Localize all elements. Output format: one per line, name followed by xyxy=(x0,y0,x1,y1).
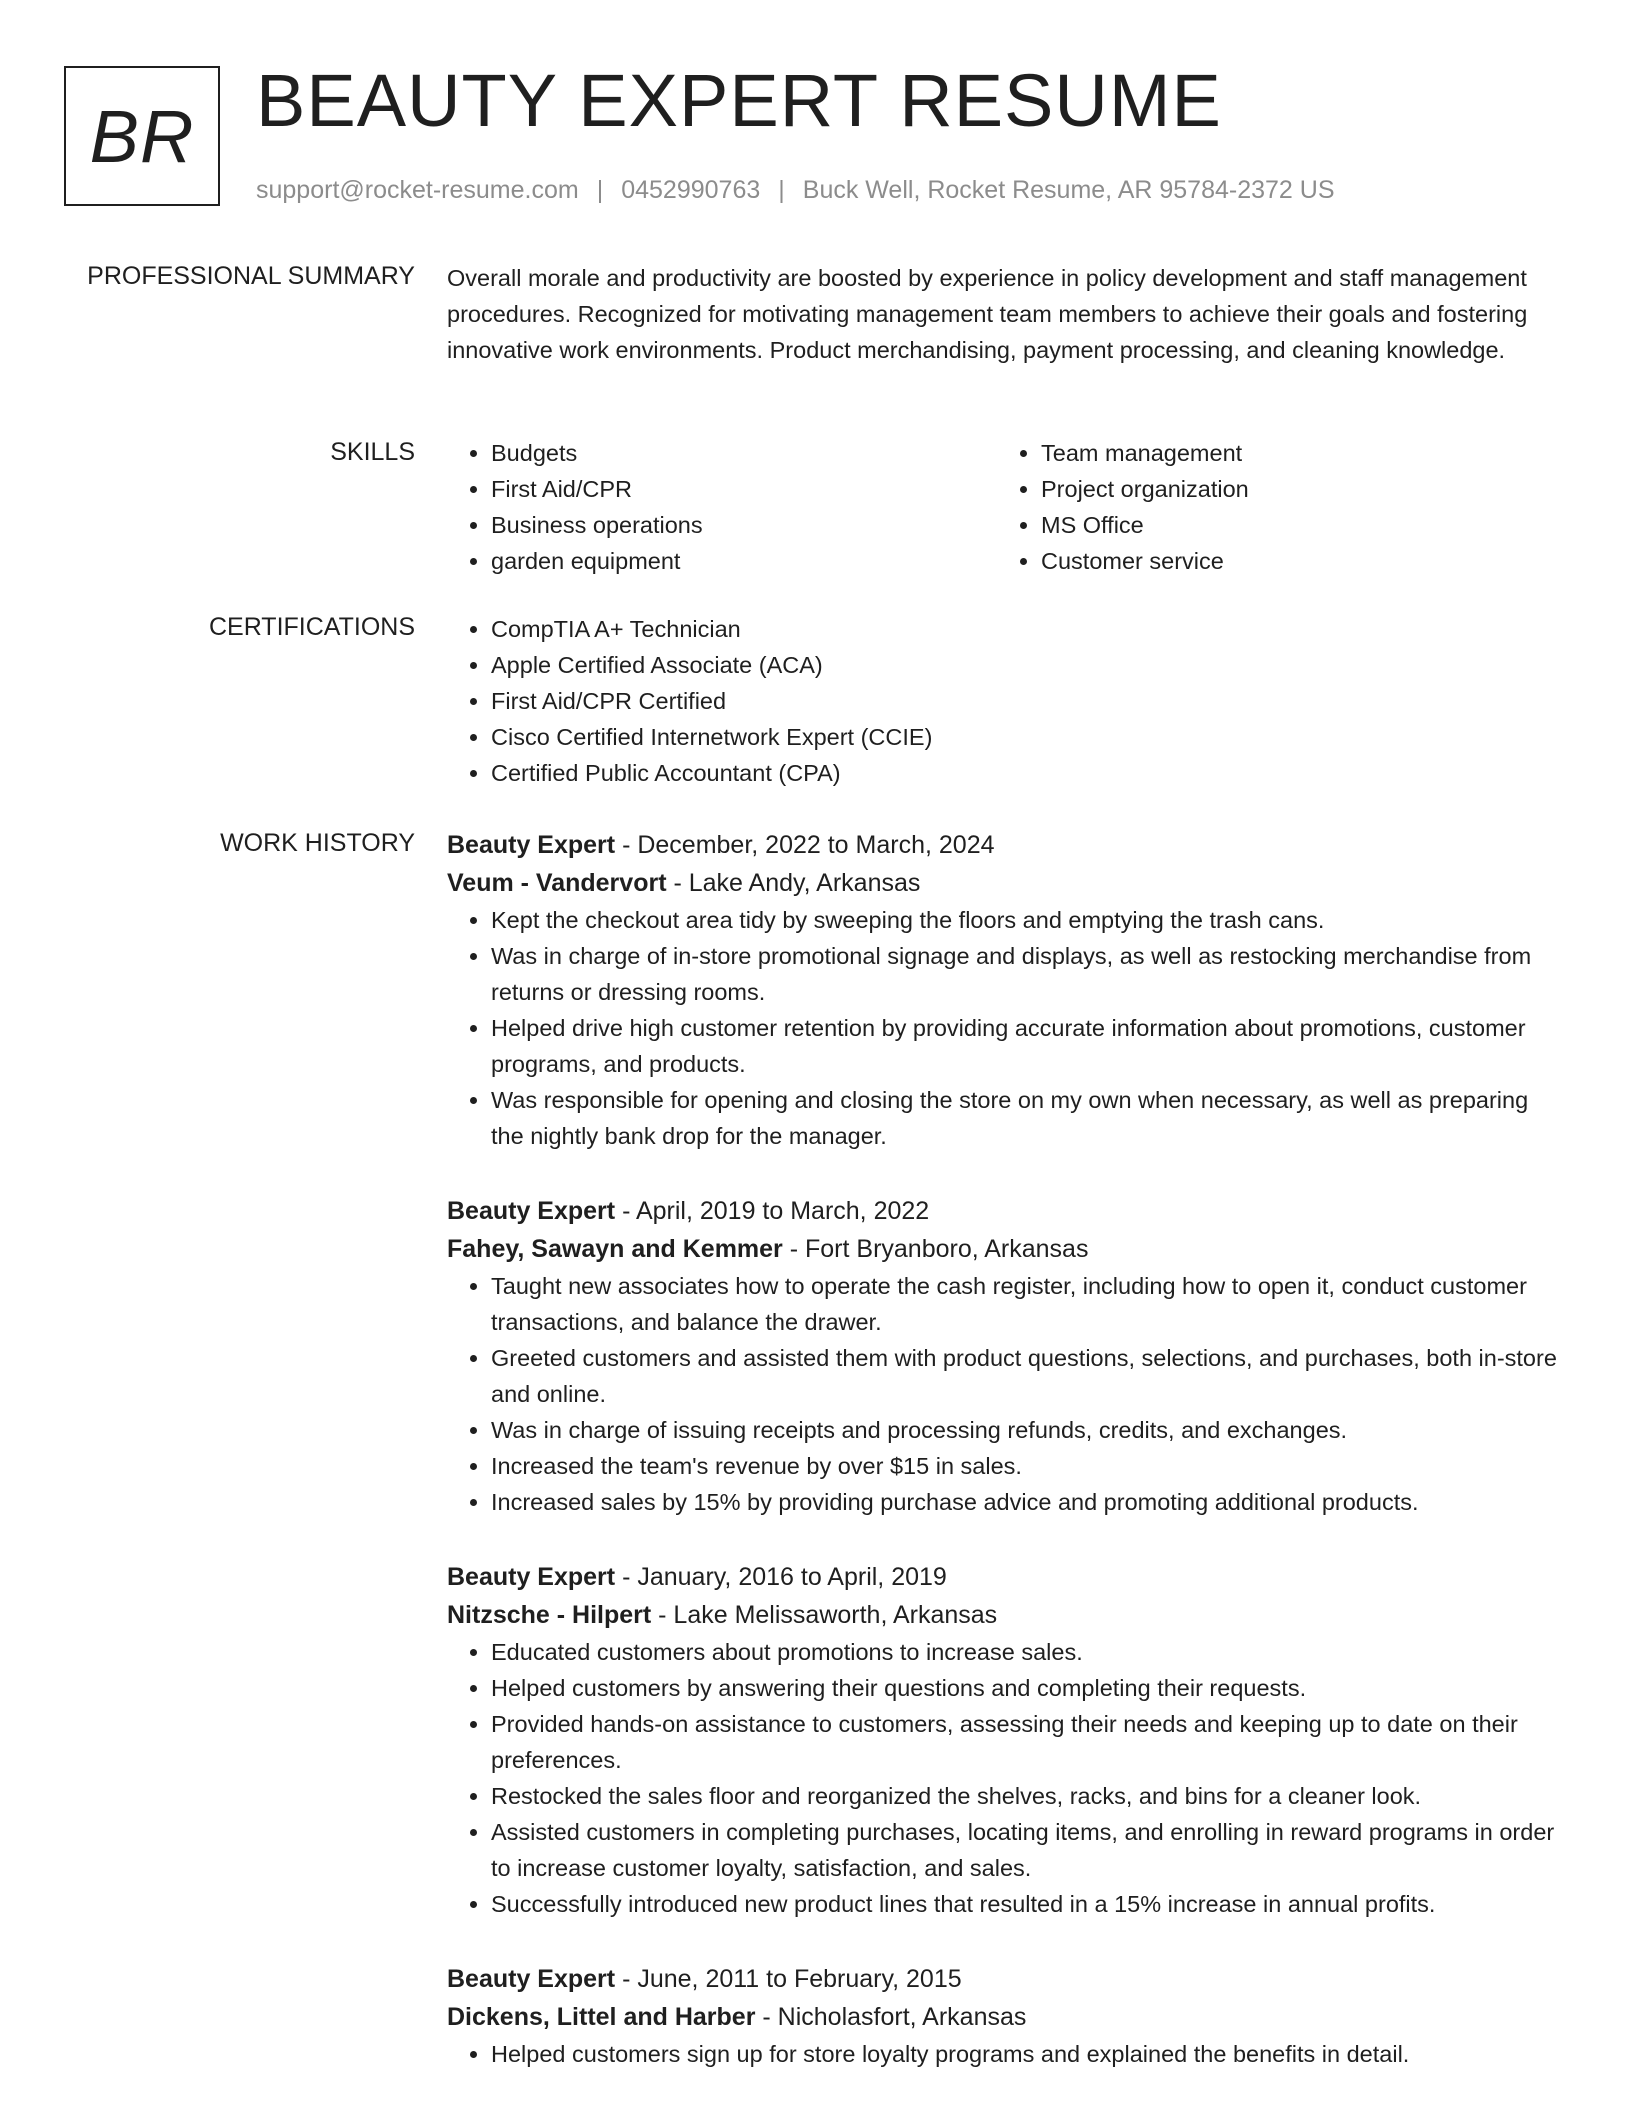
job-dates: - June, 2011 to February, 2015 xyxy=(615,1965,962,1993)
job-company-line xyxy=(447,1998,1565,2036)
skill-item: • Team management xyxy=(1041,435,1547,471)
work-history-section xyxy=(447,826,1565,2110)
job-dates: - December, 2022 to March, 2024 xyxy=(615,831,995,859)
job-company: Fahey, Sawayn and Kemmer xyxy=(447,1235,783,1263)
job-bullet: • Assisted customers in completing purchases, locating items, and enrolling in reward programs in order to increase customer loyalty, satisfaction, and sales. xyxy=(491,1814,1565,1886)
skills-column-2 xyxy=(997,435,1547,579)
job-bullet-list xyxy=(447,1268,1565,1520)
job-bullet-list xyxy=(447,1634,1565,1922)
certification-item: • First Aid/CPR Certified xyxy=(491,683,1565,719)
job-bullet: • Helped customers sign up for store loyalty programs and explained the benefits in detail. xyxy=(491,2036,1565,2072)
skill-item: • garden equipment xyxy=(491,543,997,579)
job-title: Beauty Expert xyxy=(447,831,616,859)
job-title-line xyxy=(447,826,1565,864)
skill-item: • Project organization xyxy=(1041,471,1547,507)
job-company: Veum - Vandervort xyxy=(447,869,667,897)
contact-phone: 0452990763 xyxy=(621,176,761,204)
job-company-line xyxy=(447,864,1565,902)
monogram-box xyxy=(64,66,220,206)
job-title-line xyxy=(447,1558,1565,1596)
skill-item: • Business operations xyxy=(491,507,997,543)
job-bullet: • Was in charge of in-store promotional signage and displays, as well as restocking merchandise from returns or dressing rooms. xyxy=(491,938,1565,1010)
job-company-line xyxy=(447,1596,1565,1634)
contact-address: Buck Well, Rocket Resume, AR 95784-2372 US xyxy=(802,176,1335,204)
skill-item: • MS Office xyxy=(1041,507,1547,543)
job-entry xyxy=(447,1960,1565,2072)
skill-item: • Customer service xyxy=(1041,543,1547,579)
skills-section xyxy=(447,435,1565,579)
contact-separator: | xyxy=(596,176,604,204)
job-company: Nitzsche - Hilpert xyxy=(447,1601,652,1629)
job-bullet: • Was responsible for opening and closing the store on my own when necessary, as well as preparing the nightly bank drop for the manager. xyxy=(491,1082,1565,1154)
certifications-section xyxy=(447,611,1565,791)
certification-item: • Certified Public Accountant (CPA) xyxy=(491,755,1565,791)
job-bullet: • Was in charge of issuing receipts and processing refunds, credits, and exchanges. xyxy=(491,1412,1565,1448)
job-bullet: • Educated customers about promotions to increase sales. xyxy=(491,1634,1565,1670)
job-entry xyxy=(447,826,1565,1154)
job-bullet: • Increased the team's revenue by over $15 in sales. xyxy=(491,1448,1565,1484)
job-dates: - January, 2016 to April, 2019 xyxy=(615,1563,947,1591)
job-bullet: • Kept the checkout area tidy by sweeping the floors and emptying the trash cans. xyxy=(491,902,1565,938)
resume-title: BEAUTY EXPERT RESUME xyxy=(256,59,1222,142)
job-title-line xyxy=(447,1192,1565,1230)
job-location: - Lake Andy, Arkansas xyxy=(666,869,921,897)
summary-label: PROFESSIONAL SUMMARY xyxy=(87,262,415,290)
contact-separator: | xyxy=(778,176,785,204)
job-location: - Nicholasfort, Arkansas xyxy=(755,2003,1027,2031)
job-bullet: • Helped drive high customer retention by providing accurate information about promotions, customer programs, and products. xyxy=(491,1010,1565,1082)
job-entry xyxy=(447,1558,1565,1922)
job-company-line xyxy=(447,1230,1565,1268)
skills-grid xyxy=(447,435,1565,579)
contact-line xyxy=(256,176,1335,205)
skills-label: SKILLS xyxy=(330,438,415,466)
job-bullet: • Successfully introduced new product lines that resulted in a 15% increase in annual profits. xyxy=(491,1886,1565,1922)
job-title-line xyxy=(447,1960,1565,1998)
skill-item: • Budgets xyxy=(491,435,997,471)
job-bullet: • Restocked the sales floor and reorganized the shelves, racks, and bins for a cleaner look. xyxy=(491,1778,1565,1814)
job-location: - Lake Melissaworth, Arkansas xyxy=(651,1601,998,1629)
certifications-label: CERTIFICATIONS xyxy=(208,613,415,641)
job-bullet-list xyxy=(447,2036,1565,2072)
job-bullet: • Taught new associates how to operate the cash register, including how to open it, conduct customer transactions, and balance the drawer. xyxy=(491,1268,1565,1340)
job-company: Dickens, Littel and Harber xyxy=(447,2003,756,2031)
job-entry xyxy=(447,1192,1565,1520)
skills-list-1 xyxy=(447,435,997,579)
job-bullet: • Increased sales by 15% by providing purchase advice and promoting additional products. xyxy=(491,1484,1565,1520)
skills-column-1 xyxy=(447,435,997,579)
job-bullet: • Helped customers by answering their questions and completing their requests. xyxy=(491,1670,1565,1706)
job-title: Beauty Expert xyxy=(447,1563,616,1591)
job-title: Beauty Expert xyxy=(447,1965,616,1993)
summary-text: Overall morale and productivity are boosted by experience in policy development and staff management procedures. Recognized for motivating management team members to achieve their goals and fostering innovative work environments. Product merchandising, payment processing, and cleaning knowledge. xyxy=(447,265,1528,363)
certifications-list xyxy=(447,611,1565,791)
summary-section xyxy=(447,260,1565,368)
contact-email: support@rocket-resume.com xyxy=(256,176,579,204)
job-location: - Fort Bryanboro, Arkansas xyxy=(782,1235,1089,1263)
monogram-initials: BR xyxy=(89,94,195,178)
skill-item: • First Aid/CPR xyxy=(491,471,997,507)
job-bullet-list xyxy=(447,902,1565,1154)
certification-item: • Cisco Certified Internetwork Expert (CCIE) xyxy=(491,719,1565,755)
job-title: Beauty Expert xyxy=(447,1197,616,1225)
job-dates: - April, 2019 to March, 2022 xyxy=(615,1197,930,1225)
job-bullet: • Provided hands-on assistance to customers, assessing their needs and keeping up to date on their preferences. xyxy=(491,1706,1565,1778)
certification-item: • Apple Certified Associate (ACA) xyxy=(491,647,1565,683)
work-history-label: WORK HISTORY xyxy=(220,829,415,857)
job-bullet: • Greeted customers and assisted them with product questions, selections, and purchases, both in-store and online. xyxy=(491,1340,1565,1412)
certification-item: • CompTIA A+ Technician xyxy=(491,611,1565,647)
skills-list-2 xyxy=(997,435,1547,579)
